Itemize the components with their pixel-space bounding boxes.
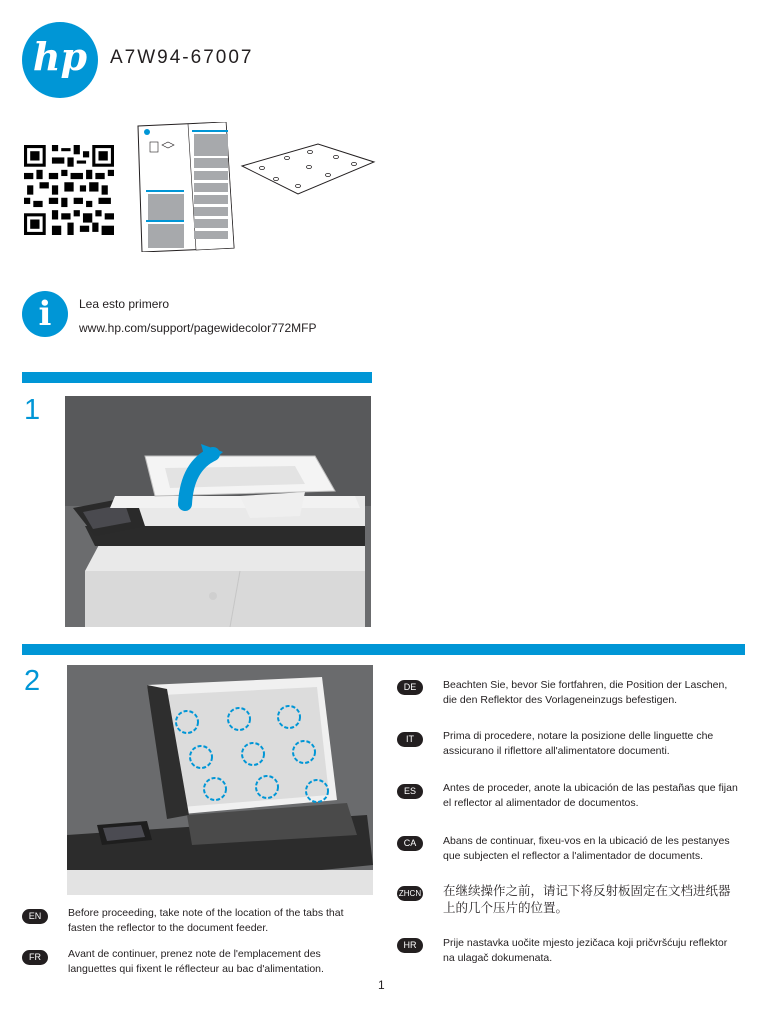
step-1-number: 1 (24, 394, 41, 426)
instruction-text-de: Beachten Sie, bevor Sie fortfahren, die Position der Laschen, die den Reflektor des Vorlageneinzugs befestigen. (443, 679, 728, 706)
language-badge-en: EN (22, 909, 48, 924)
instruction-text-en: Before proceeding, take note of the location of the tabs that fasten the reflector to the document feeder. (68, 907, 344, 934)
info-icon (22, 291, 68, 337)
language-badge-es: ES (397, 784, 423, 799)
instruction-text-it: Prima di procedere, notare la posizione delle linguette che assicurano il riflettore all'alimentatore documenti. (443, 730, 714, 757)
step-2-photo-reflector-tabs (67, 665, 373, 895)
info-icon-glyph: i (38, 294, 52, 334)
instruction-text-hr: Prije nastavka uočite mjesto jezičaca koji pričvršćuju reflektor na ulagač dokumenata. (443, 937, 728, 964)
language-badge-fr: FR (22, 950, 48, 965)
language-badge-hr: HR (397, 938, 423, 953)
language-badge-it: IT (397, 732, 423, 747)
part-number: A7W94-67007 (110, 47, 254, 68)
info-title: Lea esto primero (79, 297, 170, 311)
language-badge-de: DE (397, 680, 423, 695)
page-number: 1 (378, 978, 385, 992)
reflector-sheet-illustration (240, 142, 376, 196)
instruction-text-ca: Abans de continuar, fixeu-vos en la ubicació de les pestanyes que subjecten el reflector a l'alimentador de documents. (443, 835, 730, 862)
language-badge-zhcn: ZHCN (397, 886, 423, 901)
instruction-text-fr: Avant de continuer, prenez note de l'emplacement des languettes qui fixent le réflecteur au bac d'alimentation. (68, 948, 324, 975)
step-2-divider (22, 644, 745, 655)
step-1-photo-lift-document-feeder (65, 396, 371, 627)
qr-code (24, 145, 114, 235)
instruction-text-es: Antes de proceder, anote la ubicación de las pestañas que fijan el reflector al alimentador de documentos. (443, 782, 738, 809)
instruction-text-zhcn: 在继续操作之前，请记下将反射板固定在文档进纸器上的几个压片的位置。 (443, 883, 731, 915)
step-1-divider (22, 372, 372, 383)
language-badge-ca: CA (397, 836, 423, 851)
hp-logo-text: hp (32, 34, 88, 79)
step-2-number: 2 (24, 665, 41, 697)
hp-logo (22, 22, 98, 98)
installation-guide-thumbnail (136, 122, 236, 252)
support-url[interactable]: www.hp.com/support/pagewidecolor772MFP (79, 321, 317, 335)
